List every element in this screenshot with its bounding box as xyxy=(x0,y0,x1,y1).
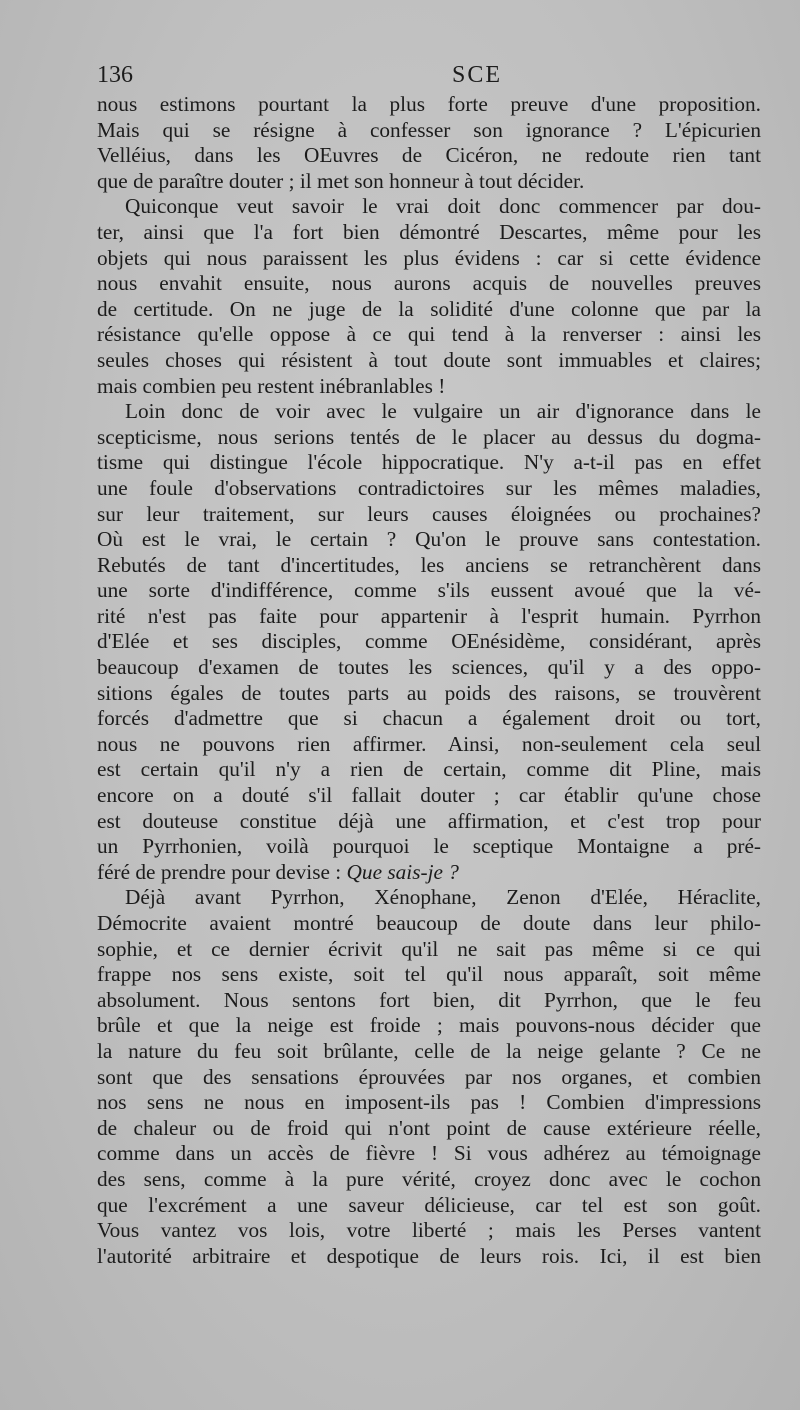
text-line-content: Rebutés de tant d'incertitudes, les anciens se retranchèrent dans xyxy=(97,552,761,577)
text-line-content: que de paraître douter ; il met son honneur à tout décider. xyxy=(97,168,585,193)
text-line xyxy=(97,988,761,1014)
text-line xyxy=(97,143,761,169)
text-line xyxy=(97,937,761,963)
text-line-content: Vous vantez vos lois, votre liberté ; mais les Perses vantent xyxy=(97,1218,761,1243)
text-line xyxy=(97,1218,761,1244)
text-line-content: Où est le vrai, le certain ? Qu'on le prouve sans contestation. xyxy=(97,527,761,552)
text-line-content: un Pyrrhonien, voilà pourquoi le sceptique Montaigne a pré- xyxy=(97,834,761,859)
text-line xyxy=(97,476,761,502)
text-line-content: de chaleur ou de froid qui n'ont point de cause extérieure réelle, xyxy=(97,1115,761,1140)
text-line xyxy=(97,1065,761,1091)
text-line-content: scepticisme, nous serions tentés de le placer au dessus du dogma- xyxy=(97,424,761,449)
text-line-content: une foule d'observations contradictoires sur les mêmes maladies, xyxy=(97,475,761,500)
text-line-content: une sorte d'indifférence, comme s'ils eussent avoué que la vé- xyxy=(97,578,761,603)
text-line xyxy=(97,911,761,937)
text-line xyxy=(97,860,761,886)
text-line xyxy=(97,322,761,348)
text-line xyxy=(97,962,761,988)
text-line xyxy=(97,1244,761,1270)
text-line-content: sur leur traitement, sur leurs causes éloignées ou prochaines? xyxy=(97,501,761,526)
text-line-content: Quiconque veut savoir le vrai doit donc commencer par dou- xyxy=(125,194,761,219)
text-line xyxy=(97,706,761,732)
text-line-content: Démocrite avaient montré beaucoup de doute dans leur philo- xyxy=(97,911,761,935)
text-line xyxy=(97,527,761,553)
text-line-content: objets qui nous paraissent les plus évidens : car si cette évidence xyxy=(97,245,761,270)
text-line-content: absolument. Nous sentons fort bien, dit Pyrrhon, que le feu xyxy=(97,987,761,1012)
text-line-content: d'Elée et ses disciples, comme OEnésidème, considérant, après xyxy=(97,629,761,654)
text-line-content: est certain qu'il n'y a rien de certain, comme dit Pline, mais xyxy=(97,757,761,782)
text-line xyxy=(97,297,761,323)
text-line xyxy=(97,502,761,528)
text-line-content: des sens, comme à la pure vérité, croyez donc avec le cochon xyxy=(97,1166,761,1191)
text-line xyxy=(97,169,761,195)
text-line-content: ter, ainsi que l'a fort bien démontré Descartes, même pour les xyxy=(97,219,761,244)
body-text xyxy=(97,92,761,1269)
text-line xyxy=(97,1090,761,1116)
text-line-content: sont que des sensations éprouvées par nos organes, et combien xyxy=(97,1064,761,1089)
text-line xyxy=(97,578,761,604)
text-line-content: frappe nos sens existe, soit tel qu'il nous apparaît, soit même xyxy=(97,962,761,987)
page-number: 136 xyxy=(97,62,133,88)
text-line-content: nous ne pouvons rien affirmer. Ainsi, non-seulement cela seul xyxy=(97,731,761,756)
text-line xyxy=(97,348,761,374)
text-line-content: sophie, et ce dernier écrivit qu'il ne sait pas même si ce qui xyxy=(97,936,761,961)
text-line-content: sitions égales de toutes parts au poids des raisons, se trouvèrent xyxy=(97,680,761,705)
text-line xyxy=(97,1116,761,1142)
text-line-content: tisme qui distingue l'école hippocratique. N'y a-t-il pas en effet xyxy=(97,450,761,475)
text-line-content: rité n'est pas faite pour appartenir à l'esprit humain. Pyrrhon xyxy=(97,603,761,628)
text-line-content: la nature du feu soit brûlante, celle de la neige gelante ? Ce ne xyxy=(97,1038,761,1063)
text-line xyxy=(97,629,761,655)
text-line-content: mais combien peu restent inébranlables ! xyxy=(97,373,446,398)
text-line xyxy=(97,1013,761,1039)
text-line xyxy=(97,399,761,425)
text-line xyxy=(97,553,761,579)
text-line-content: l'autorité arbitraire et despotique de leurs rois. Ici, il est bien xyxy=(97,1243,761,1268)
text-line xyxy=(97,655,761,681)
text-line-content: résistance qu'elle oppose à ce qui tend à la renverser : ainsi les xyxy=(97,322,761,347)
text-line xyxy=(97,92,761,118)
text-line xyxy=(97,246,761,272)
text-line xyxy=(97,374,761,400)
text-line-content: Déjà avant Pyrrhon, Xénophane, Zenon d'Elée, Héraclite, xyxy=(125,885,761,910)
text-line-content: seules choses qui résistent à tout doute sont immuables et claires; xyxy=(97,347,761,372)
text-line xyxy=(97,425,761,451)
text-line-content: Mais qui se résigne à confesser son ignorance ? L'épicurien xyxy=(97,117,761,142)
text-line xyxy=(97,118,761,144)
text-line xyxy=(97,809,761,835)
text-line-content: nous estimons pourtant la plus forte preuve d'une proposition. xyxy=(97,92,761,116)
text-line-content: Loin donc de voir avec le vulgaire un air d'ignorance dans le xyxy=(125,399,761,424)
text-line xyxy=(97,732,761,758)
text-line xyxy=(97,834,761,860)
text-line xyxy=(97,194,761,220)
text-line-content: féré de prendre pour devise : xyxy=(97,859,342,884)
text-line xyxy=(97,604,761,630)
text-line-content: que l'excrément a une saveur délicieuse, car tel est son goût. xyxy=(97,1192,761,1217)
italic-motto: Que sais-je ? xyxy=(346,859,459,884)
text-line-content: nos sens ne nous en imposent-ils pas ! Combien d'impressions xyxy=(97,1090,761,1115)
text-line xyxy=(97,271,761,297)
text-line-content: est douteuse constitue déjà une affirmation, et c'est trop pour xyxy=(97,808,761,833)
text-line-content: de certitude. On ne juge de la solidité d'une colonne que par la xyxy=(97,296,761,321)
text-line xyxy=(97,450,761,476)
text-line-content: forcés d'admettre que si chacun a également droit ou tort, xyxy=(97,706,761,731)
text-line-content: Velléius, dans les OEuvres de Cicéron, ne redoute rien tant xyxy=(97,143,761,168)
text-line xyxy=(97,1141,761,1167)
text-line xyxy=(97,1193,761,1219)
text-line-content: beaucoup d'examen de toutes les sciences, qu'il y a des oppo- xyxy=(97,655,761,680)
text-line xyxy=(97,783,761,809)
text-line-content: comme dans un accès de fièvre ! Si vous adhérez au témoignage xyxy=(97,1141,761,1166)
text-line-content: nous envahit ensuite, nous aurons acquis de nouvelles preuves xyxy=(97,271,761,296)
text-line xyxy=(97,681,761,707)
text-line xyxy=(97,885,761,911)
text-line-content: brûle et que la neige est froide ; mais pouvons-nous décider que xyxy=(97,1013,761,1038)
text-line-content: encore on a douté s'il fallait douter ; car établir qu'une chose xyxy=(97,783,761,808)
page-header xyxy=(97,62,762,92)
text-line xyxy=(97,220,761,246)
text-line xyxy=(97,757,761,783)
running-head: SCE xyxy=(451,62,502,88)
text-line xyxy=(97,1167,761,1193)
text-line xyxy=(97,1039,761,1065)
